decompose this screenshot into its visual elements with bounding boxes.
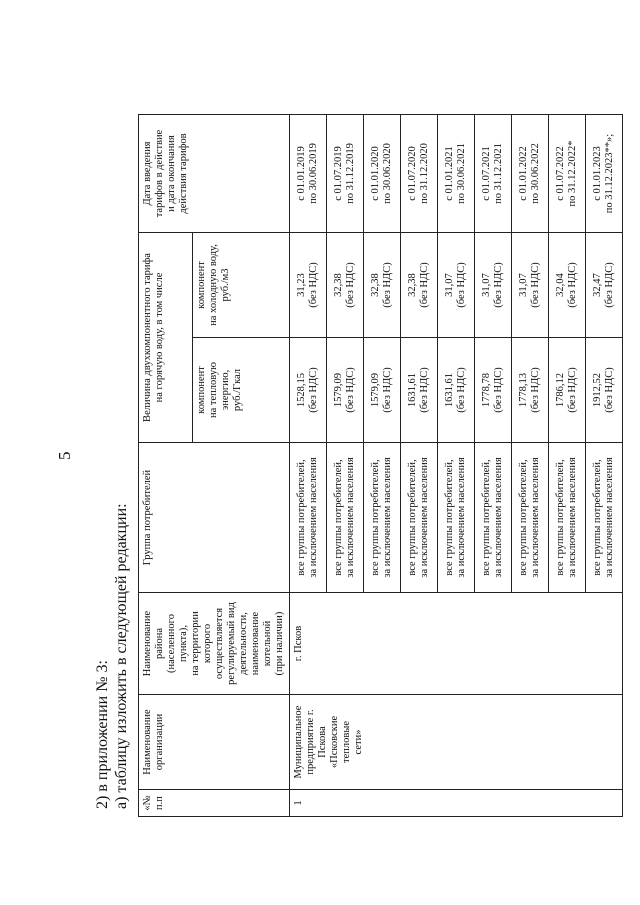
heat-component-value: 1528,15 (без НДС) [290,338,327,443]
heat-component-value: 1631,61 (без НДС) [438,338,475,443]
water-component-value: 32,38 (без НДС) [327,232,364,337]
consumer-group: все группы потребителей, за исключением населения [364,443,401,593]
water-component-value: 31,23 (без НДС) [290,232,327,337]
heat-component-value: 1579,09 (без НДС) [364,338,401,443]
tariff-period: с 01.01.2019 по 30.06.2019 [290,114,327,232]
area-name: г. Псков [290,593,623,695]
water-component-value: 32,38 (без НДС) [364,232,401,337]
heat-component-value: 1579,09 (без НДС) [327,338,364,443]
consumer-group: все группы потребителей, за исключением населения [586,443,623,593]
consumer-group: все группы потребителей, за исключением населения [327,443,364,593]
header-area: Наименование района (населенного пункта), на территории которого осуществляется регулируемый вид деятельности, наименование котельной (при наличии) [139,593,290,695]
heat-component-value: 1778,13 (без НДС) [512,338,549,443]
tariff-period: с 01.07.2022 по 31.12.2022* [549,114,586,232]
tariff-table [138,114,623,817]
tariff-period: с 01.01.2021 по 30.06.2021 [438,114,475,232]
header-organization: Наименование организации [139,695,290,790]
consumer-group: все группы потребителей, за исключением населения [438,443,475,593]
header-water-component: компонент на холодную воду, руб./м3 [193,232,290,337]
water-component-value: 32,38 (без НДС) [401,232,438,337]
table-header-row [139,114,193,816]
water-component-value: 31,07 (без НДС) [512,232,549,337]
consumer-group: все группы потребителей, за исключением населения [475,443,512,593]
table-row [290,114,327,816]
water-component-value: 31,07 (без НДС) [438,232,475,337]
water-component-value: 31,07 (без НДС) [475,232,512,337]
consumer-group: все группы потребителей, за исключением населения [401,443,438,593]
water-component-value: 32,04 (без НДС) [549,232,586,337]
page-number: 5 [55,451,74,460]
water-component-value: 32,47 (без НДС) [586,232,623,337]
heat-component-value: 1778,78 (без НДС) [475,338,512,443]
heat-component-value: 1912,52 (без НДС) [586,338,623,443]
header-heat-component: компонент на тепловую энергию, руб./Гкал [193,338,290,443]
table-intro-heading: а) таблицу изложить в следующей редакции: [113,503,130,809]
consumer-group: все группы потребителей, за исключением населения [549,443,586,593]
consumer-group: все группы потребителей, за исключением населения [290,443,327,593]
header-num: «№ п.п [139,790,290,817]
consumer-group: все группы потребителей, за исключением населения [512,443,549,593]
header-dates: Дата введения тарифов в действие и дата окончания действия тарифов [139,114,290,232]
tariff-period: с 01.01.2020 по 30.06.2020 [364,114,401,232]
tariff-period: с 01.07.2020 по 31.12.2020 [401,114,438,232]
organization-name: Муниципальное предприятие г. Пскова «Псковские тепловые сети» [290,695,623,790]
tariff-period: с 01.01.2023 по 31.12.2023**»; [586,114,623,232]
tariff-period: с 01.07.2019 по 31.12.2019 [327,114,364,232]
row-number: 1 [290,790,623,817]
heat-component-value: 1786,12 (без НДС) [549,338,586,443]
header-tariff: Величина двухкомпонентного тарифа на горячую воду, в том числе [139,232,193,442]
tariff-period: с 01.01.2022 по 30.06.2022 [512,114,549,232]
header-consumer-group: Группа потребителей [139,443,290,593]
heat-component-value: 1631,61 (без НДС) [401,338,438,443]
tariff-period: с 01.07.2021 по 31.12.2021 [475,114,512,232]
amendment-heading: 2) в приложении № 3: [94,660,111,809]
